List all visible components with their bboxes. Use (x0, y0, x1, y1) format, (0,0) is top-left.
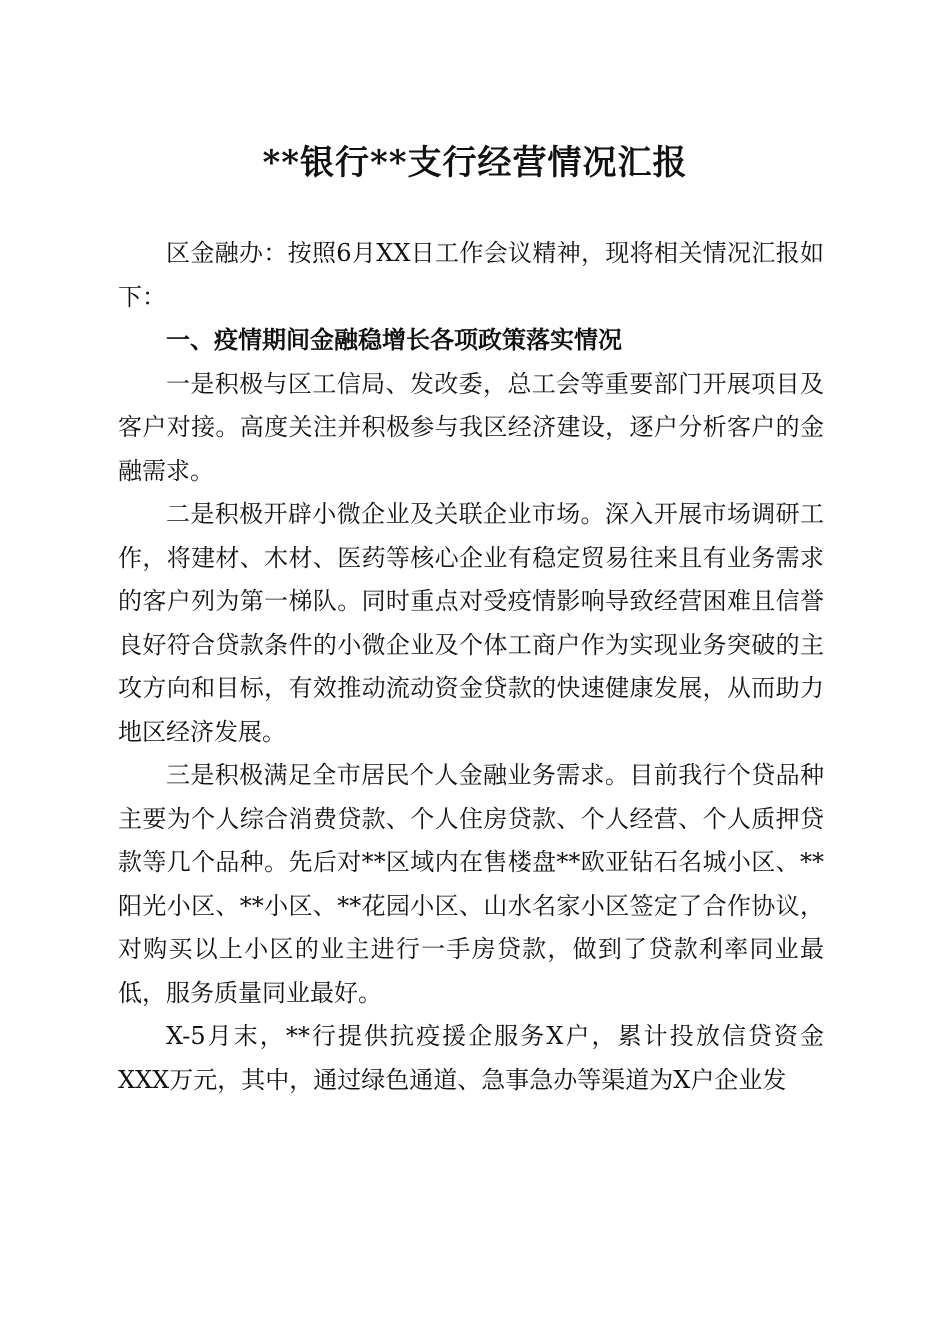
item-2-text: 深入开展市场调研工作，将建材、木材、医药等核心企业有稳定贸易往来且有业务需求的客户列为第一梯队。同时重点对受疫情影响导致经营困难且信誉良好符合贷款条件的小微企业及个体工商户作为实现业务突破的主攻方向和目标，有效推动流动资金贷款的快速健康发展，从而助力地区经济发展。 (118, 500, 824, 746)
item-1-text: 高度关注并积极参与我区经济建设，逐户分析客户的金融需求。 (118, 413, 825, 485)
salutation-paragraph: 区金融办：按照6月XX日工作会议精神，现将相关情况汇报如下： (118, 239, 824, 311)
document-title: **银行**支行经营情况汇报 (262, 143, 688, 183)
item-1-lead: 一是积极与区工信局、发改委，总工会等重要部门开展项目及客户对接。 (118, 369, 824, 441)
paragraph-item-2 (118, 493, 824, 754)
item-3-text: 目前我行个贷品种主要为个人综合消费贷款、个人住房贷款、个人经营、个人质押贷款等几个品种。先后对**区域内在售楼盘**欧亚钻石名城小区、**阳光小区、**小区、**花园小区、山水名家小区签定了合作协议，对购买以上小区的业主进行一手房贷款，做到了贷款利率同业最低，服务质量同业最好。 (118, 761, 825, 1007)
document-body (118, 232, 824, 1102)
item-3-lead: 三是积极满足全市居民个人金融业务需求。 (166, 761, 630, 789)
section-heading: 一、疫情期间金融稳增长各项政策落实情况 (166, 326, 622, 354)
summary-paragraph: X-5月末，**行提供抗疫援企服务X户，累计投放信贷资金XXX万元，其中，通过绿色通道、急事急办等渠道为X户企业发 (118, 1022, 824, 1094)
paragraph-item-1 (118, 363, 824, 494)
item-2-lead: 二是积极开辟小微企业及关联企业市场。 (166, 500, 605, 528)
paragraph-item-3 (118, 754, 824, 1015)
